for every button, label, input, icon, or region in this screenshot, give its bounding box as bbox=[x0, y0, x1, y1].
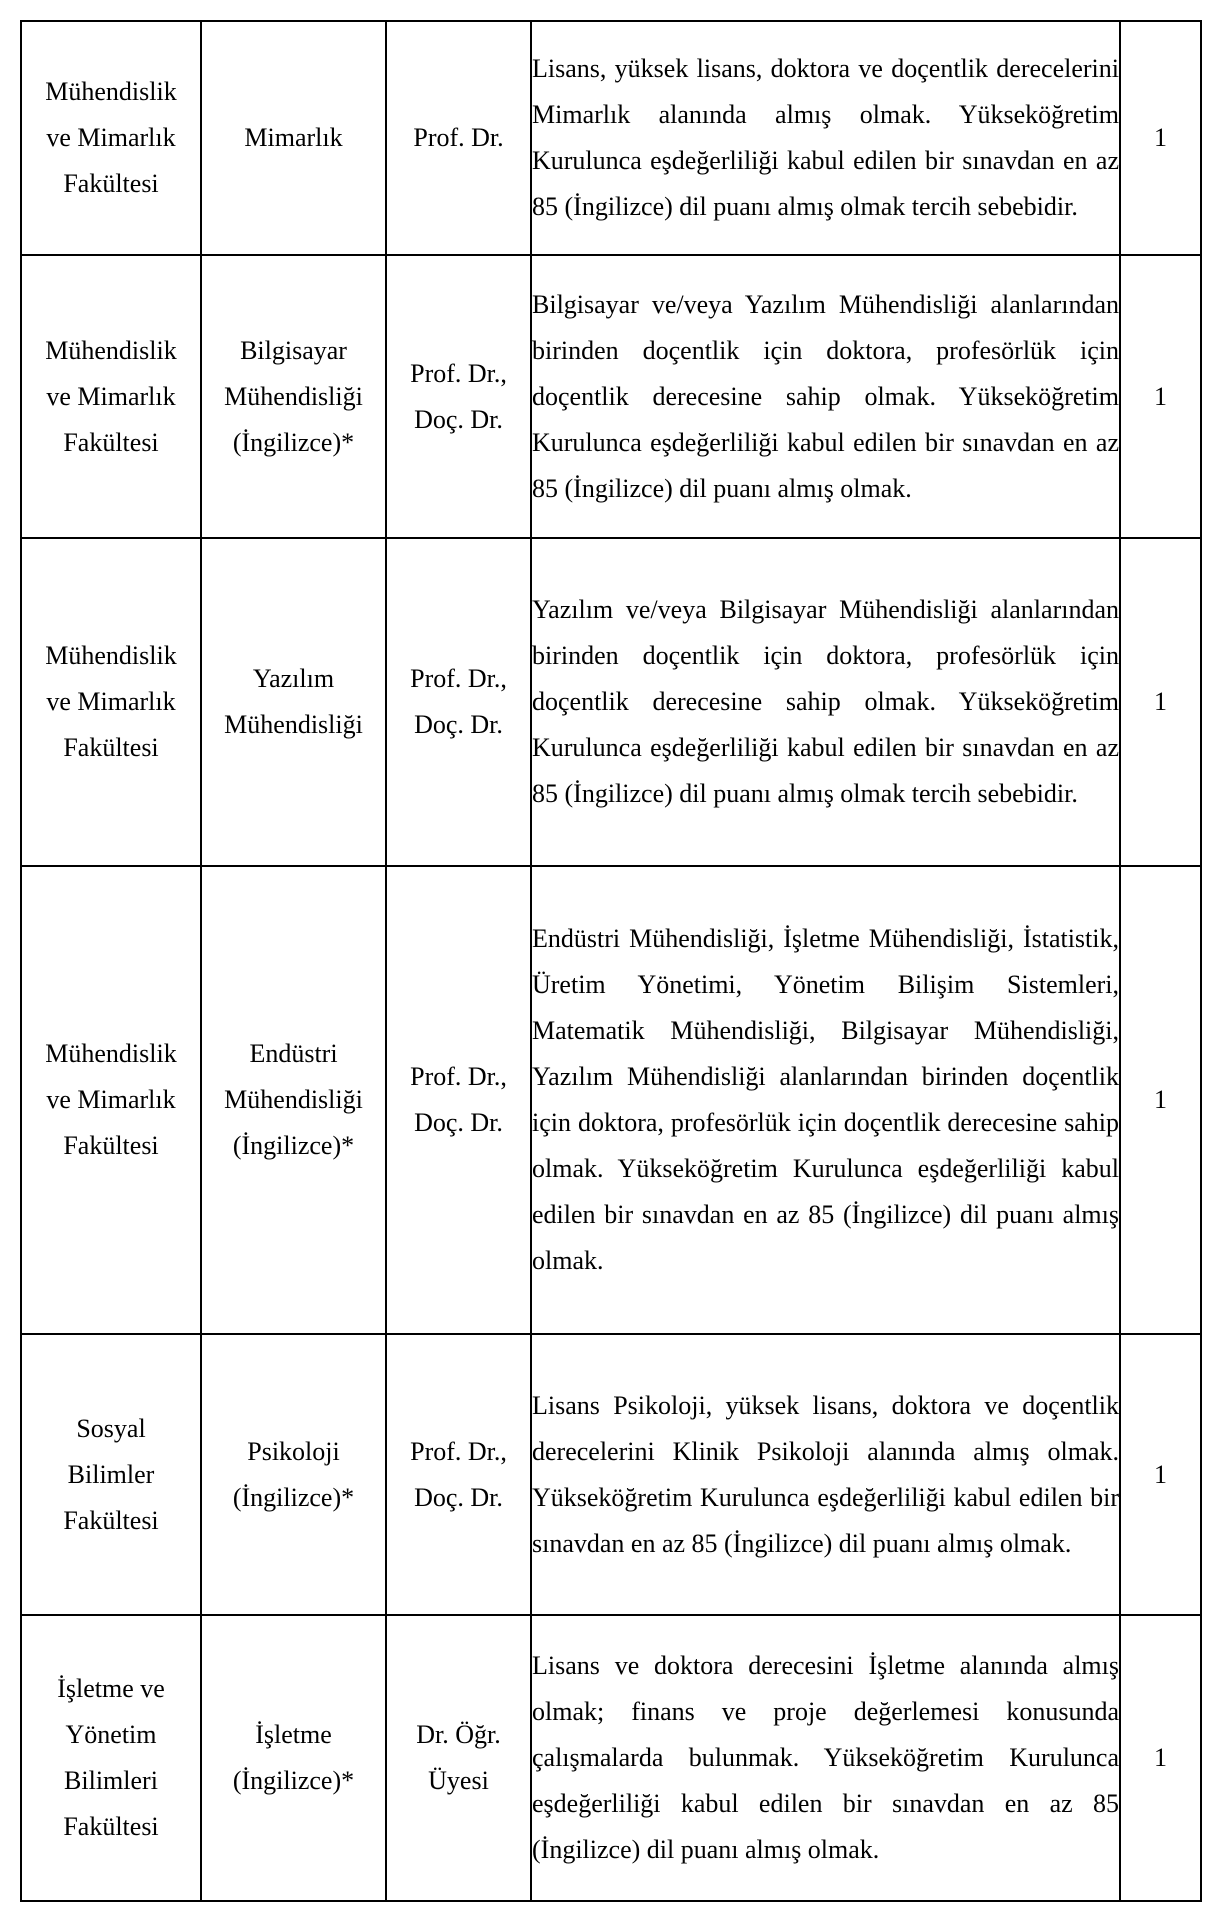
academic-title-cell bbox=[386, 255, 531, 538]
department-line: Mühendisliği bbox=[224, 381, 363, 411]
faculty-line: Sosyal bbox=[76, 1413, 146, 1443]
department-line: İşletme bbox=[255, 1720, 332, 1749]
requirements-text: Lisans Psikoloji, yüksek lisans, doktora ve doçentlik derecelerini Klinik Psikoloji alanında almış olmak. Yükseköğretim Kurulunca eşdeğerliliği kabul edilen bir sınavdan en az 85 (İngilizce) dil puanı almış olmak. bbox=[532, 1390, 1119, 1558]
faculty-line: Mühendislik bbox=[45, 1039, 177, 1068]
academic-title-line: Prof. Dr., bbox=[410, 1062, 507, 1091]
faculty-line: Mühendislik bbox=[45, 641, 177, 670]
requirements-text: Endüstri Mühendisliği, İşletme Mühendisliği, İstatistik, Üretim Yönetimi, Yönetim Bilişim Sistemleri, Matematik Mühendisliği, Bilgisayar Mühendisliği, Yazılım Mühendisliği alanlarından birinden doçentlik için doktora, profesörlük için doçentlik derecesine sahip olmak. Yükseköğretim Kurulunca eşdeğerliliği kabul edilen bir sınavdan en az 85 (İngilizce) dil puanı almış olmak. bbox=[532, 924, 1119, 1275]
academic-title-cell bbox=[386, 866, 531, 1334]
position-count-cell bbox=[1120, 21, 1201, 255]
academic-title-line: Prof. Dr. bbox=[413, 123, 504, 152]
department-line: (İngilizce)* bbox=[232, 1131, 355, 1160]
position-count: 1 bbox=[1154, 1459, 1167, 1489]
position-count-cell bbox=[1120, 866, 1201, 1334]
department-line: Mühendisliği bbox=[224, 710, 363, 739]
faculty-line: ve Mimarlık bbox=[46, 381, 176, 411]
academic-title-cell bbox=[386, 1334, 531, 1615]
faculty-cell bbox=[21, 255, 201, 538]
positions-table bbox=[20, 20, 1202, 1902]
academic-title-line: Dr. Öğr. bbox=[416, 1720, 501, 1749]
faculty-line: Fakültesi bbox=[63, 733, 159, 762]
department-line: (İngilizce)* bbox=[232, 427, 355, 457]
department-line: Endüstri bbox=[249, 1039, 338, 1068]
faculty-cell bbox=[21, 1334, 201, 1615]
academic-title-line: Prof. Dr., bbox=[410, 358, 507, 388]
faculty-cell bbox=[21, 538, 201, 866]
table-row bbox=[21, 1615, 1201, 1901]
academic-title-line: Prof. Dr., bbox=[410, 664, 507, 693]
faculty-line: ve Mimarlık bbox=[46, 123, 176, 152]
faculty-line: Fakültesi bbox=[63, 1812, 159, 1841]
faculty-line: ve Mimarlık bbox=[46, 687, 176, 716]
faculty-line: Yönetim bbox=[65, 1720, 157, 1749]
academic-title-cell bbox=[386, 1615, 531, 1901]
requirements-cell bbox=[531, 1615, 1120, 1901]
position-count: 1 bbox=[1154, 123, 1167, 152]
academic-title-line: Doç. Dr. bbox=[414, 404, 503, 434]
table-row bbox=[21, 21, 1201, 255]
requirements-text: Lisans, yüksek lisans, doktora ve doçentlik derecelerini Mimarlık alanında almış olmak. Yükseköğretim Kurulunca eşdeğerliliği kabul edilen bir sınavdan en az 85 (İngilizce) dil puanı almış olmak tercih sebebidir. bbox=[532, 54, 1119, 221]
requirements-cell bbox=[531, 255, 1120, 538]
requirements-cell bbox=[531, 21, 1120, 255]
academic-title-line: Doç. Dr. bbox=[414, 1482, 503, 1512]
requirements-text: Yazılım ve/veya Bilgisayar Mühendisliği alanlarından birinden doçentlik için doktora, profesörlük için doçentlik derecesine sahip olmak. Yükseköğretim Kurulunca eşdeğerliliği kabul edilen bir sınavdan en az 85 (İngilizce) dil puanı almış olmak tercih sebebidir. bbox=[532, 595, 1119, 808]
position-count: 1 bbox=[1154, 1085, 1167, 1114]
faculty-line: Bilimler bbox=[67, 1459, 155, 1489]
department-cell bbox=[201, 1334, 386, 1615]
department-line: Mühendisliği bbox=[224, 1085, 363, 1114]
department-cell bbox=[201, 538, 386, 866]
faculty-line: Fakültesi bbox=[63, 1131, 159, 1160]
table-row bbox=[21, 866, 1201, 1334]
academic-title-line: Doç. Dr. bbox=[414, 710, 503, 739]
department-line: (İngilizce)* bbox=[232, 1766, 355, 1795]
position-count: 1 bbox=[1154, 687, 1167, 716]
position-count: 1 bbox=[1154, 381, 1167, 411]
faculty-line: ve Mimarlık bbox=[46, 1085, 176, 1114]
faculty-line: Bilimleri bbox=[64, 1766, 158, 1795]
requirements-cell bbox=[531, 1334, 1120, 1615]
requirements-text: Lisans ve doktora derecesini İşletme alanında almış olmak; finans ve proje değerlemesi konusunda çalışmalarda bulunmak. Yükseköğretim Kurulunca eşdeğerliliği kabul edilen bir sınavdan en az 85 (İngilizce) dil puanı almış olmak. bbox=[532, 1651, 1119, 1864]
faculty-line: Mühendislik bbox=[45, 77, 177, 106]
department-line: Mimarlık bbox=[244, 123, 343, 152]
department-line: (İngilizce)* bbox=[232, 1482, 355, 1512]
department-cell bbox=[201, 1615, 386, 1901]
faculty-line: Fakültesi bbox=[63, 169, 159, 198]
requirements-cell bbox=[531, 866, 1120, 1334]
faculty-line: Fakültesi bbox=[63, 427, 159, 457]
table-row bbox=[21, 1334, 1201, 1615]
faculty-line: Mühendislik bbox=[45, 335, 177, 365]
position-count-cell bbox=[1120, 255, 1201, 538]
faculty-cell bbox=[21, 21, 201, 255]
faculty-cell bbox=[21, 866, 201, 1334]
position-count-cell bbox=[1120, 538, 1201, 866]
faculty-line: Fakültesi bbox=[63, 1505, 159, 1535]
academic-title-cell bbox=[386, 21, 531, 255]
department-cell bbox=[201, 866, 386, 1334]
requirements-cell bbox=[531, 538, 1120, 866]
table-row bbox=[21, 538, 1201, 866]
table-row bbox=[21, 255, 1201, 538]
position-count-cell bbox=[1120, 1334, 1201, 1615]
faculty-cell bbox=[21, 1615, 201, 1901]
academic-title-cell bbox=[386, 538, 531, 866]
position-count-cell bbox=[1120, 1615, 1201, 1901]
department-line: Bilgisayar bbox=[240, 335, 347, 365]
department-line: Psikoloji bbox=[247, 1436, 340, 1466]
academic-title-line: Üyesi bbox=[428, 1766, 489, 1795]
department-cell bbox=[201, 255, 386, 538]
position-count: 1 bbox=[1154, 1743, 1167, 1772]
academic-title-line: Prof. Dr., bbox=[410, 1436, 507, 1466]
requirements-text: Bilgisayar ve/veya Yazılım Mühendisliği alanlarından birinden doçentlik için doktora, profesörlük için doçentlik derecesine sahip olmak. Yükseköğretim Kurulunca eşdeğerliliği kabul edilen bir sınavdan en az 85 (İngilizce) dil puanı almış olmak. bbox=[532, 289, 1119, 503]
department-cell bbox=[201, 21, 386, 255]
department-line: Yazılım bbox=[252, 664, 335, 693]
academic-title-line: Doç. Dr. bbox=[414, 1108, 503, 1137]
faculty-line: İşletme ve bbox=[57, 1674, 165, 1703]
